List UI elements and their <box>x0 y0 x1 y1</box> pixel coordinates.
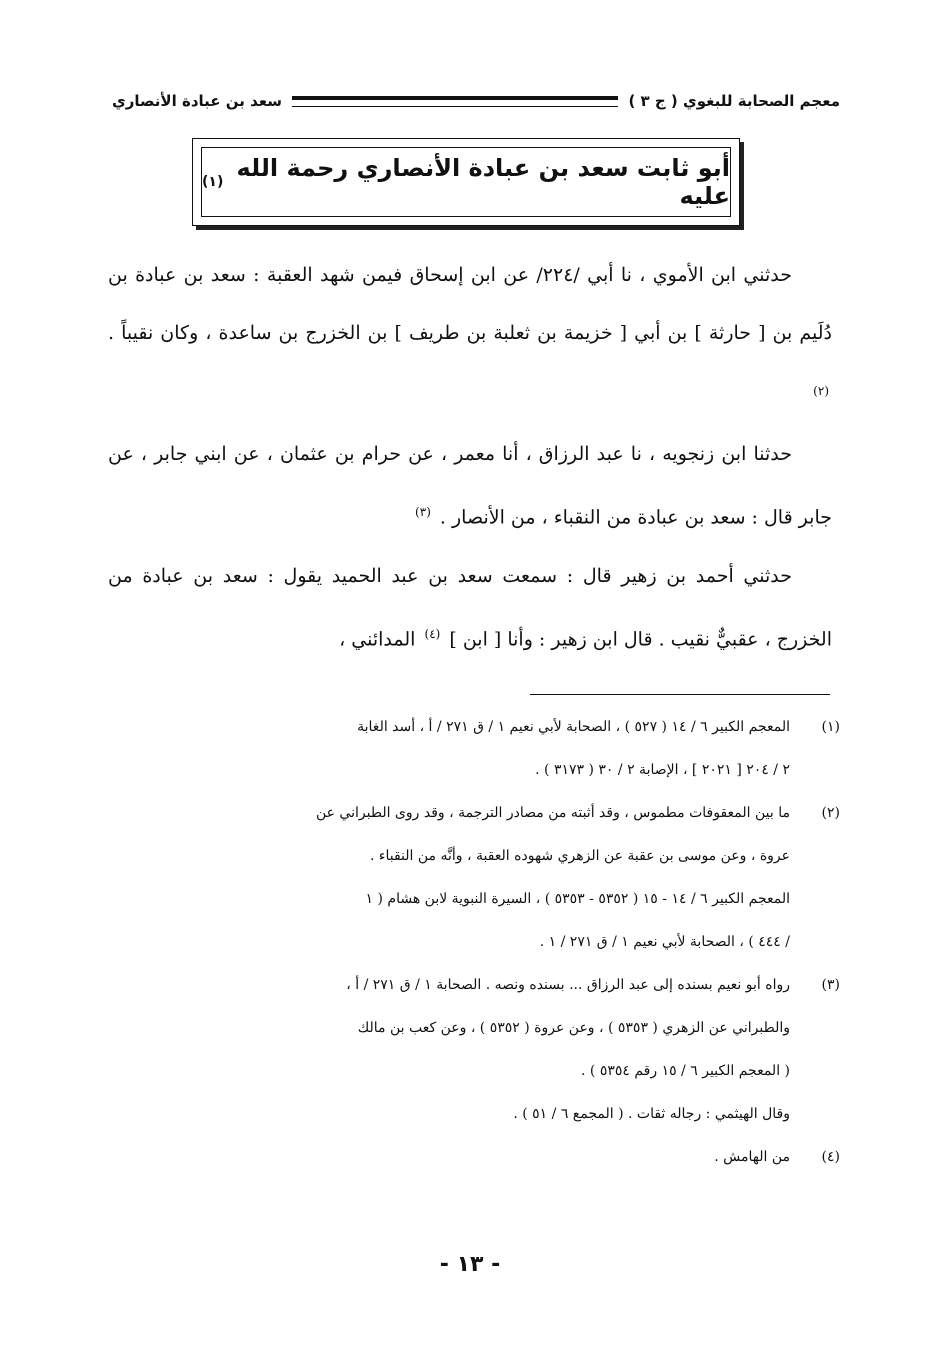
footnote-number: (٢) <box>821 805 840 821</box>
footnote-number: (٤) <box>821 1149 840 1165</box>
header-book-title: معجم الصحابة للبغوي ( ج ٣ ) <box>628 92 840 110</box>
paragraph-2 <box>108 425 832 546</box>
footnote-2 <box>118 792 840 964</box>
footnote-4 <box>118 1136 840 1179</box>
paragraph-1 <box>108 246 832 425</box>
body-line: حدثنا ابن زنجويه ، نا عبد الرزاق ، أنا معمر ، عن حرام بن عثمان ، <box>266 443 792 466</box>
body-line: حدثني ابن الأموي ، نا أبي /٢٢٤/ عن ابن إسحاق فيمن شهد العقبة : <box>253 264 792 286</box>
footnote-ref-3: (٣) <box>415 505 431 520</box>
body-text <box>108 246 832 668</box>
footnote-text <box>118 706 790 792</box>
body-line: عبادة من الخزرج ، عقبيٌّ نقيب . قال ابن زهير : وأنا [ ابن ] <box>108 564 832 650</box>
footnote-1 <box>118 706 840 792</box>
body-line: سعد بن عبادة بن دُلَيم بن [ حارثة ] بن أبي [ خزيمة بن ثعلبة بن طريف ] <box>108 264 832 344</box>
footnote-ref-2: (٢) <box>813 384 829 398</box>
footnote-line: المعجم الكبير ٦ / ١٤ ( ٥٢٧ ) ، الصحابة لأبي نعيم ١ / ق ٢٧١ / أ ، أسد الغابة <box>357 719 790 735</box>
chapter-title-inner <box>201 147 731 217</box>
running-header <box>112 86 840 116</box>
footnote-number: (١) <box>821 719 840 735</box>
footnote-text <box>118 792 790 964</box>
title-footnote-marker: (١) <box>202 174 224 190</box>
body-line: المدائني ، <box>339 627 416 650</box>
page-number: - ١٣ - <box>439 1252 501 1277</box>
footnote-3 <box>118 964 840 1136</box>
footnote-line: والطبراني عن الزهري ( ٥٣٥٣ ) ، وعن عروة ( ٥٣٥٢ ) ، وعن كعب بن مالك <box>357 1020 790 1036</box>
chapter-title: أبو ثابت سعد بن عبادة الأنصاري رحمة الله عليه <box>236 154 730 210</box>
footnotes <box>118 706 840 1179</box>
body-line: بن الخزرج بن ساعدة ، وكان نقيباً . <box>108 322 388 344</box>
footnote-number: (٣) <box>821 977 840 993</box>
header-rule <box>292 96 618 107</box>
footnote-line: عروة ، وعن موسى بن عقبة عن الزهري شهوده العقبة ، وأنَّه من النقباء . <box>370 848 790 864</box>
body-line: عن ابني جابر ، عن جابر قال : سعد بن عبادة من النقباء ، من الأنصار . <box>108 443 832 529</box>
footnote-line: وقال الهيثمي : رجاله ثقات . ( المجمع ٦ / ٥١ ) . <box>513 1106 790 1122</box>
footnote-line: المعجم الكبير ٦ / ١٤ - ١٥ ( ٥٣٥٢ - ٥٣٥٣ ) ، السيرة النبوية لابن هشام ( ١ <box>365 891 790 907</box>
footnote-line: ( المعجم الكبير ٦ / ١٥ رقم ٥٣٥٤ ) . <box>581 1063 790 1079</box>
footnote-line: رواه أبو نعيم بسنده إلى عبد الرزاق ... بسنده ونصه . الصحابة ١ / ق ٢٧١ / أ ، <box>346 977 790 993</box>
footnote-separator <box>530 694 830 695</box>
footnote-text <box>118 964 790 1136</box>
footnote-line: ٢ / ٢٠٤ [ ٢٠٢١ ] ، الإصابة ٢ / ٣٠ ( ٣١٧٣ ) . <box>535 762 790 778</box>
footnote-ref-4: (٤) <box>424 626 441 641</box>
footnote-text <box>118 1136 790 1179</box>
footnote-line: من الهامش . <box>714 1149 790 1165</box>
header-person-name: سعد بن عبادة الأنصاري <box>112 92 282 110</box>
body-line: حدثني أحمد بن زهير قال : سمعت سعد بن عبد الحميد يقول : سعد بن <box>193 564 792 587</box>
footnote-line: / ٤٤٤ ) ، الصحابة لأبي نعيم ١ / ق ٢٧١ / ١ . <box>539 934 790 950</box>
footnote-line: ما بين المعقوفات مطموس ، وقد أثبته من مصادر الترجمة ، وقد روى الطبراني عن <box>315 805 790 821</box>
chapter-title-box <box>192 138 740 226</box>
paragraph-3 <box>108 547 832 668</box>
